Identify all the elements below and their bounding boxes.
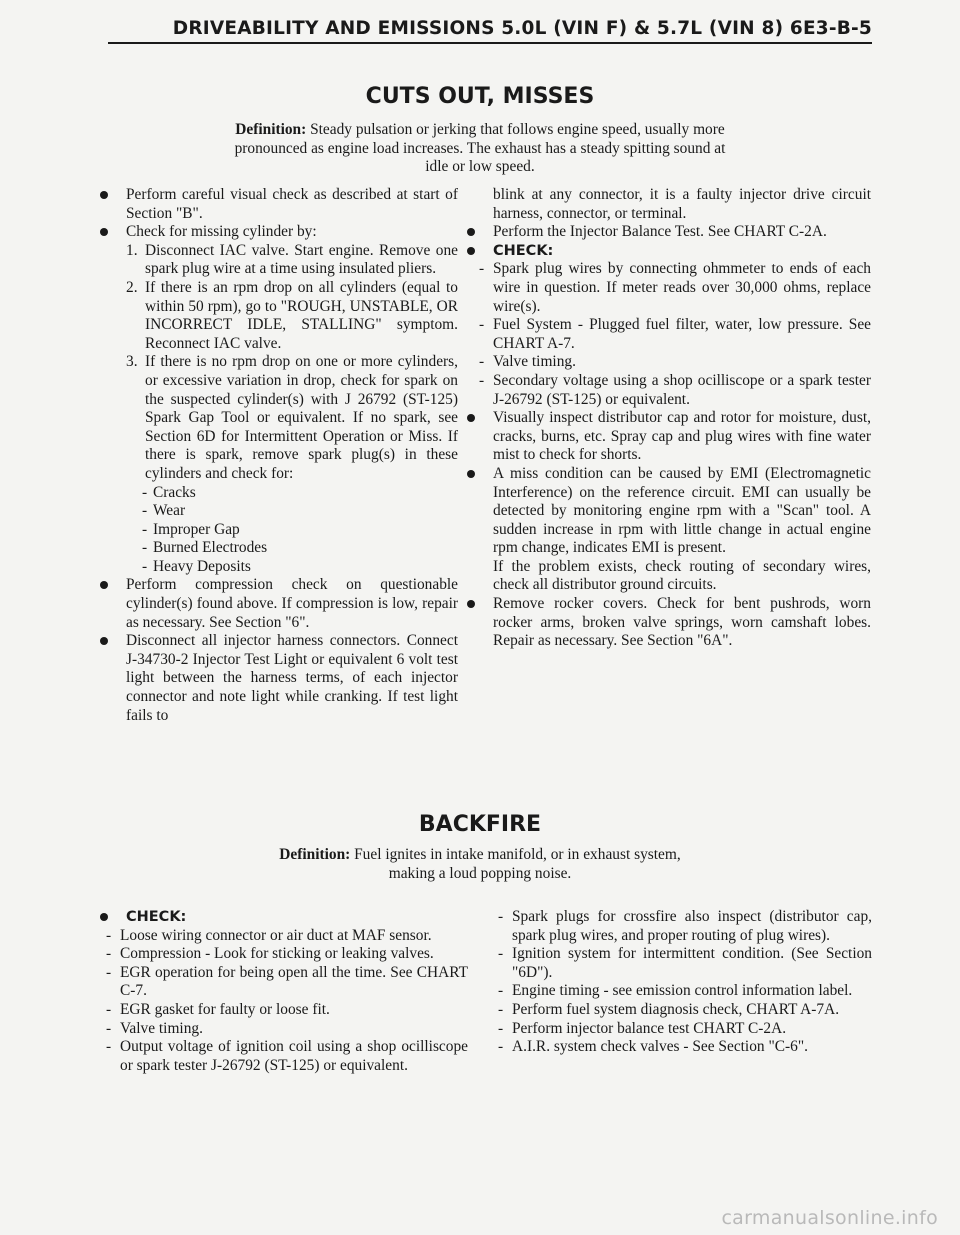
check-item: - EGR gasket for faulty or loose fit. bbox=[106, 1000, 330, 1018]
bullet-icon bbox=[100, 191, 108, 199]
bullet-item: Disconnect all injector harness connectors. Connect J-34730-2 Injector Test Light or equivalent 6 volt test light between the harness terms, of each injector connector and note light while cranking. If test light fails to bbox=[100, 632, 458, 725]
check-item: - Perform injector balance test CHART C-2A. bbox=[498, 1019, 787, 1037]
check-item: - Perform fuel system diagnosis check, CHART A-7A. bbox=[498, 1000, 840, 1018]
check-item: - Loose wiring connector or air duct at MAF sensor. bbox=[106, 926, 432, 944]
check-item: - Engine timing - see emission control information label. bbox=[498, 982, 853, 1000]
bullet-item: Check for missing cylinder by: bbox=[100, 223, 458, 242]
bullet-icon bbox=[100, 581, 108, 589]
bullet-icon bbox=[100, 913, 108, 921]
check-item: - EGR operation for being open all the time. See CHART C-7. bbox=[106, 963, 468, 1000]
definition-backfire bbox=[278, 846, 682, 883]
numbered-step: 3. If there is no rpm drop on one or more cylinders, or excessive variation in drop, check for spark on the suspected cylinder(s) with J 26792 (ST-125) Spark Gap Tool or equivalent. If no spark, see Section 6D for Intermittent Operation or Miss. If there is spark, remove spark plug(s) in these cylinders and check for: bbox=[126, 353, 458, 482]
check-item: - Output voltage of ignition coil using a shop ocilliscope or spark tester J-26792 (ST-125) or equivalent. bbox=[106, 1038, 468, 1074]
watermark: carmanualsonline.info bbox=[721, 1207, 938, 1229]
sub-list-item: - Improper Gap bbox=[142, 520, 240, 538]
continued-text: blink at any connector, it is a faulty injector drive circuit harness, connector, or terminal. bbox=[493, 186, 871, 222]
bullet-icon bbox=[467, 470, 475, 478]
sub-list-item: - Burned Electrodes bbox=[142, 539, 268, 557]
definition-label: Definition: bbox=[235, 121, 307, 138]
sub-list-item: - Heavy Deposits bbox=[142, 557, 251, 575]
bullet-item: Visually inspect distributor cap and rotor for moisture, dust, cracks, burns, etc. Spray cap and plug wires with fine water mist to check for shorts. bbox=[467, 409, 871, 465]
bullet-item: Perform careful visual check as described at start of Section "B". bbox=[100, 186, 458, 223]
continued-text: If the problem exists, check routing of secondary wires, check all distributor ground circuits. bbox=[493, 557, 871, 594]
bullet-item bbox=[100, 908, 468, 927]
backfire-left-column bbox=[100, 908, 468, 1075]
bullet-icon bbox=[467, 228, 475, 236]
check-item: - A.I.R. system check valves - See Section "C-6". bbox=[498, 1038, 808, 1056]
bullet-icon bbox=[100, 637, 108, 645]
section-title-cuts-out: CUTS OUT, MISSES bbox=[365, 84, 595, 109]
bullet-item: A miss condition can be caused by EMI (Electromagnetic Interference) on the reference circuit. EMI can usually be detected by monitoring engine rpm with a "Scan" tool. A sudden increase in rpm with little change in actual engine rpm change, indicates EMI is present. bbox=[467, 465, 871, 558]
bullet-item bbox=[467, 242, 871, 261]
cuts-right-column bbox=[467, 186, 871, 651]
bullet-item: Perform the Injector Balance Test. See CHART C-2A. bbox=[467, 223, 871, 242]
bullet-item: Perform compression check on questionable cylinder(s) found above. If compression is low, repair as necessary. See Section "6". bbox=[100, 576, 458, 632]
check-label: CHECK: bbox=[493, 242, 554, 259]
check-label: CHECK: bbox=[126, 909, 187, 925]
check-item: - Valve timing. bbox=[106, 1019, 203, 1037]
definition-text: Steady pulsation or jerking that follows engine speed, usually more pronounced as engine load increases. The exhaust has a steady spitting sound at idle or low speed. bbox=[234, 121, 726, 176]
running-head: DRIVEABILITY AND EMISSIONS 5.0L (VIN F) & 5.7L (VIN 8) 6E3-B-5 bbox=[172, 18, 872, 39]
backfire-right-column bbox=[492, 908, 872, 1057]
bullet-icon bbox=[100, 228, 108, 236]
definition-text: Fuel ignites in intake manifold, or in exhaust system, making a loud popping noise. bbox=[350, 846, 681, 882]
numbered-step: 2. If there is an rpm drop on all cylinders (equal to within 50 rpm), go to "ROUGH, UNSTABLE, OR INCORRECT IDLE, STALLING" symptom. Reconnect IAC valve. bbox=[126, 278, 458, 352]
check-item: - Valve timing. bbox=[479, 353, 576, 371]
check-item: - Fuel System - Plugged fuel filter, water, low pressure. See CHART A-7. bbox=[479, 316, 871, 352]
bullet-icon bbox=[467, 414, 475, 422]
section-title-backfire: BACKFIRE bbox=[418, 812, 542, 837]
check-item: - Secondary voltage using a shop ocilliscope or a spark tester J-26792 (ST-125) or equivalent. bbox=[479, 371, 871, 408]
definition-label: Definition: bbox=[279, 846, 351, 863]
definition-cuts-out bbox=[234, 121, 726, 177]
numbered-step: 1. Disconnect IAC valve. Start engine. Remove one spark plug wire at a time using insulated pliers. bbox=[126, 241, 458, 278]
bullet-item: Remove rocker covers. Check for bent pushrods, worn rocker arms, broken valve springs, worn camshaft lobes. Repair as necessary. See Section "6A". bbox=[467, 595, 871, 651]
check-item: - Ignition system for intermittent condition. (See Section "6D"). bbox=[498, 945, 872, 981]
sub-list-item: - Wear bbox=[142, 502, 186, 520]
cuts-left-column bbox=[100, 186, 458, 725]
check-item: - Compression - Look for sticking or leaking valves. bbox=[106, 945, 434, 963]
bullet-icon bbox=[467, 247, 475, 255]
check-item: - Spark plugs for crossfire also inspect (distributor cap, spark plug wires, and proper routing of plug wires). bbox=[498, 908, 872, 944]
bullet-icon bbox=[467, 600, 475, 608]
check-item: - Spark plug wires by connecting ohmmeter to ends of each wire in question. If meter reads over 30,000 ohms, replace wire(s). bbox=[479, 260, 871, 315]
sub-list-item: - Cracks bbox=[142, 483, 196, 501]
header-rule bbox=[108, 42, 872, 44]
